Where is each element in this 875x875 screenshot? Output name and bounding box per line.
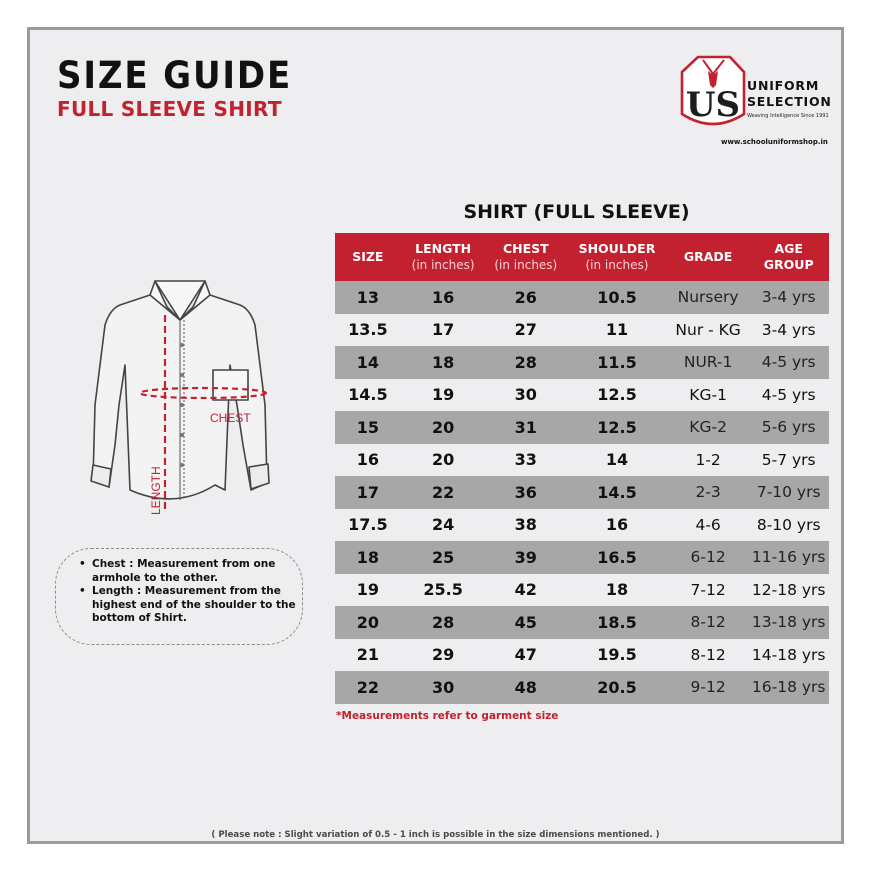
cell-size: 14.5 [335,379,401,412]
cell-size: 22 [335,671,401,704]
cell-shoulder: 14.5 [566,476,668,509]
cell-age-group: 5-7 yrs [748,444,829,477]
table-row [335,281,829,314]
cell-shoulder: 18 [566,574,668,607]
cell-length: 19 [401,379,486,412]
table-row [335,671,829,704]
cell-shoulder: 14 [566,444,668,477]
table-row [335,606,829,639]
cell-chest: 38 [486,509,567,542]
cell-length: 22 [401,476,486,509]
cell-chest: 30 [486,379,567,412]
cell-shoulder: 19.5 [566,639,668,672]
cell-length: 25 [401,541,486,574]
cell-shoulder: 20.5 [566,671,668,704]
cell-chest: 47 [486,639,567,672]
header-grade: GRADE [668,233,749,281]
cell-length: 28 [401,606,486,639]
footer-note: ( Please note : Slight variation of 0.5 - 1 inch is possible in the size dimensions mentioned. ) [211,830,660,840]
cell-grade: 8-12 [668,639,749,672]
cell-shoulder: 12.5 [566,379,668,412]
cell-length: 25.5 [401,574,486,607]
cell-grade: 2-3 [668,476,749,509]
cell-shoulder: 10.5 [566,281,668,314]
cell-size: 18 [335,541,401,574]
cell-shoulder: 11 [566,314,668,347]
legend-item-chest: • Chest : Measurement from one armhole to the other. [92,558,302,585]
cell-shoulder: 12.5 [566,411,668,444]
cell-size: 13 [335,281,401,314]
cell-chest: 36 [486,476,567,509]
measurement-note: *Measurements refer to garment size [336,710,559,722]
cell-age-group: 5-6 yrs [748,411,829,444]
cell-chest: 39 [486,541,567,574]
size-guide-card [27,27,844,844]
cell-grade: 6-12 [668,541,749,574]
table-title: SHIRT (FULL SLEEVE) [463,201,690,223]
cell-grade: Nursery [668,281,749,314]
cell-chest: 33 [486,444,567,477]
cell-shoulder: 11.5 [566,346,668,379]
cell-grade: KG-2 [668,411,749,444]
table-row [335,444,829,477]
cell-age-group: 13-18 yrs [748,606,829,639]
table-row [335,411,829,444]
chest-label: CHEST [210,411,251,425]
brand-name-line1: UNIFORM [747,78,820,93]
cell-grade: KG-1 [668,379,749,412]
brand-name-line2: SELECTION [747,94,832,109]
brand-tagline: Weaving Intelligence Since 1991 [747,113,829,119]
cell-size: 15 [335,411,401,444]
page-subtitle: FULL SLEEVE SHIRT [57,97,282,121]
header-length: LENGTH (in inches) [401,233,486,281]
cell-age-group: 4-5 yrs [748,346,829,379]
cell-size: 20 [335,606,401,639]
shirt-diagram [65,275,335,525]
cell-shoulder: 16.5 [566,541,668,574]
cell-age-group: 7-10 yrs [748,476,829,509]
cell-length: 20 [401,444,486,477]
table-row [335,379,829,412]
cell-chest: 26 [486,281,567,314]
cell-grade: 1-2 [668,444,749,477]
cell-age-group: 4-5 yrs [748,379,829,412]
cell-chest: 28 [486,346,567,379]
header-age-group: AGE GROUP [748,233,829,281]
cell-length: 29 [401,639,486,672]
cell-chest: 42 [486,574,567,607]
header-size: SIZE [335,233,401,281]
table-row [335,541,829,574]
cell-length: 24 [401,509,486,542]
cell-grade: Nur - KG [668,314,749,347]
cell-grade: 4-6 [668,509,749,542]
cell-shoulder: 16 [566,509,668,542]
cell-grade: NUR-1 [668,346,749,379]
cell-age-group: 3-4 yrs [748,281,829,314]
cell-chest: 45 [486,606,567,639]
cell-length: 30 [401,671,486,704]
cell-chest: 48 [486,671,567,704]
cell-size: 13.5 [335,314,401,347]
size-table [335,233,829,704]
cell-length: 16 [401,281,486,314]
cell-age-group: 11-16 yrs [748,541,829,574]
cell-size: 19 [335,574,401,607]
cell-age-group: 3-4 yrs [748,314,829,347]
cell-size: 17 [335,476,401,509]
cell-size: 16 [335,444,401,477]
cell-size: 14 [335,346,401,379]
cell-size: 21 [335,639,401,672]
table-body [335,281,829,704]
brand-monogram: US [685,85,741,125]
cell-grade: 9-12 [668,671,749,704]
cell-age-group: 16-18 yrs [748,671,829,704]
legend-item-length: • Length : Measurement from the highest end of the shoulder to the bottom of Shirt. [92,585,302,626]
cell-size: 17.5 [335,509,401,542]
cell-chest: 31 [486,411,567,444]
table-row [335,314,829,347]
cell-length: 17 [401,314,486,347]
header-shoulder: SHOULDER (in inches) [566,233,668,281]
cell-age-group: 14-18 yrs [748,639,829,672]
cell-length: 18 [401,346,486,379]
table-row [335,639,829,672]
length-label: LENGTH [149,466,163,515]
header-chest: CHEST (in inches) [486,233,567,281]
table-row [335,346,829,379]
page-title: SIZE GUIDE [57,54,293,97]
table-row [335,574,829,607]
cell-age-group: 8-10 yrs [748,509,829,542]
table-row [335,476,829,509]
measurement-legend [55,548,303,645]
cell-chest: 27 [486,314,567,347]
cell-shoulder: 18.5 [566,606,668,639]
cell-length: 20 [401,411,486,444]
cell-grade: 8-12 [668,606,749,639]
cell-age-group: 12-18 yrs [748,574,829,607]
table-header-row [335,233,829,281]
cell-grade: 7-12 [668,574,749,607]
brand-website: www.schooluniformshop.in [721,138,828,146]
table-row [335,509,829,542]
